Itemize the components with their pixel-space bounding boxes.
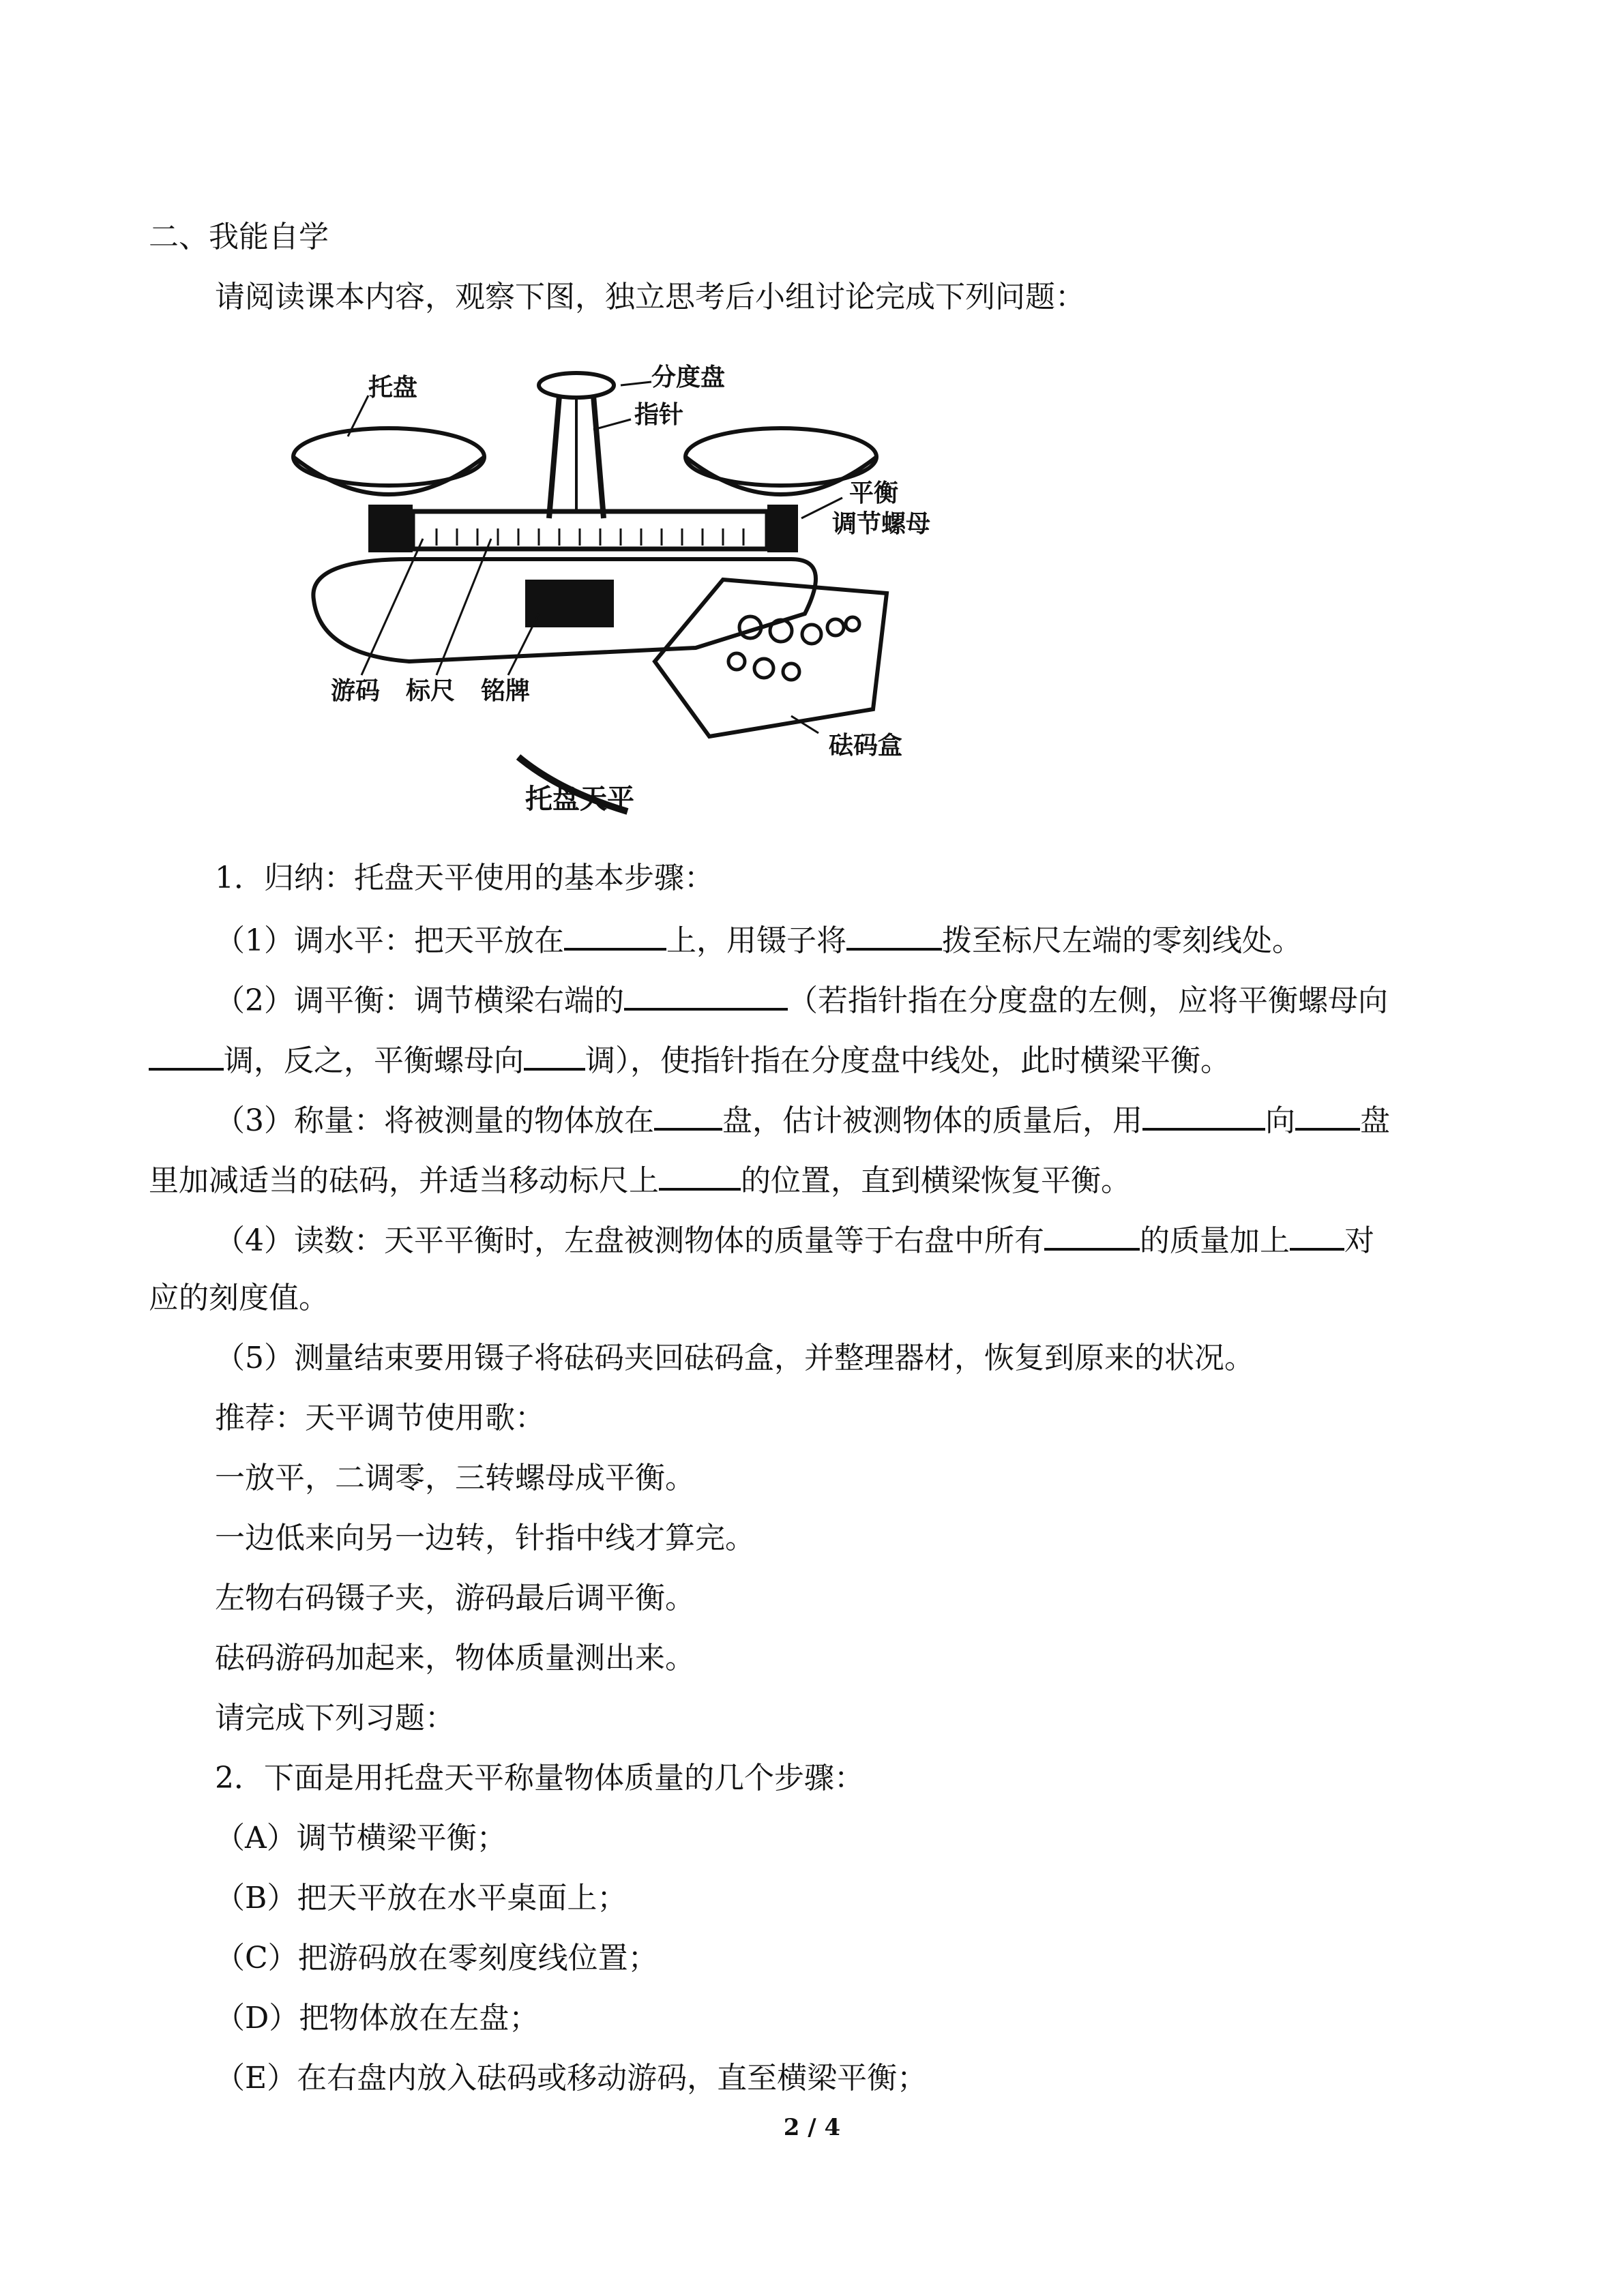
q1-title: 1．归纳：托盘天平使用的基本步骤： xyxy=(215,861,714,895)
q2-step: （C）把游码放在零刻度线位置； xyxy=(215,1941,658,1976)
q2-title: 2．下面是用托盘天平称量物体质量的几个步骤： xyxy=(215,1761,864,1795)
exercise-prompt: 请完成下列习题： xyxy=(215,1701,455,1735)
q1-s4-text-a: （4）读数：天平平衡时，左盘被测物体的质量等于右盘中所有 xyxy=(215,1223,1044,1258)
blank[interactable] xyxy=(1044,1218,1140,1251)
section-heading: 二、我能自学 xyxy=(149,220,329,254)
q1-s3-text-c: 向 xyxy=(1265,1103,1295,1138)
q1-s3-text-f: 的位置，直到横梁恢复平衡。 xyxy=(741,1163,1131,1198)
q2-step: （A）调节横梁平衡； xyxy=(215,1821,507,1855)
balance-figure xyxy=(273,355,955,832)
q1-s3-text-b: 盘，估计被测物体的质量后，用 xyxy=(722,1103,1142,1138)
song-title: 推荐：天平调节使用歌： xyxy=(215,1401,545,1435)
q1-s1-text-b: 上，用镊子将 xyxy=(666,923,846,958)
q1-s1-text-c: 拨至标尺左端的零刻线处。 xyxy=(942,923,1302,958)
q1-step-3 xyxy=(215,1098,1390,1142)
q1-s2-text-b: （若指针指在分度盘的左侧，应将平衡螺母向 xyxy=(788,983,1388,1018)
q1-s2-text-c: 调，反之，平衡螺母向 xyxy=(224,1043,524,1078)
q1-step-4 xyxy=(215,1218,1374,1262)
q1-s4-text-c: 对 xyxy=(1344,1223,1374,1258)
label-scale: 标尺 xyxy=(406,677,456,705)
song-line: 一边低来向另一边转，针指中线才算完。 xyxy=(215,1521,755,1555)
blank[interactable] xyxy=(654,1098,722,1131)
nameplate xyxy=(525,580,614,627)
blank[interactable] xyxy=(624,978,788,1011)
beam-scale xyxy=(413,511,767,549)
page-number: 2 / 4 xyxy=(783,2114,841,2141)
label-nameplate: 铭牌 xyxy=(481,677,531,705)
q1-step-2-cont xyxy=(149,1038,1230,1082)
song-line: 左物右码镊子夹，游码最后调平衡。 xyxy=(215,1581,695,1615)
q1-s4-text-b: 的质量加上 xyxy=(1140,1223,1290,1258)
q2-step: （D）把物体放在左盘； xyxy=(215,2001,540,2036)
song-line: 砝码游码加起来，物体质量测出来。 xyxy=(215,1641,695,1675)
label-balance-nut-1: 平衡 xyxy=(849,479,899,507)
section-intro: 请阅读课本内容，观察下图，独立思考后小组讨论完成下列问题： xyxy=(215,280,1085,314)
q1-step-1 xyxy=(215,918,1302,961)
blank[interactable] xyxy=(1290,1218,1344,1251)
label-tray: 托盘 xyxy=(368,374,418,402)
song-line: 一放平，二调零，三转螺母成平衡。 xyxy=(215,1461,695,1495)
left-balance-nut xyxy=(368,505,413,552)
figure-caption: 托盘天平 xyxy=(525,784,634,815)
blank[interactable] xyxy=(659,1158,741,1191)
q1-step-5: （5）测量结束要用镊子将砝码夹回砝码盒，并整理器材，恢复到原来的状况。 xyxy=(215,1341,1254,1375)
q1-s2-text-d: 调），使指针指在分度盘中线处，此时横梁平衡。 xyxy=(585,1043,1230,1078)
blank[interactable] xyxy=(1142,1098,1265,1131)
blank[interactable] xyxy=(564,918,666,951)
q1-step-2 xyxy=(215,978,1388,1022)
q1-s3-text-a: （3）称量：将被测量的物体放在 xyxy=(215,1103,654,1138)
q1-s3-text-d: 盘 xyxy=(1360,1103,1390,1138)
q2-step: （B）把天平放在水平桌面上； xyxy=(215,1881,628,1915)
dial xyxy=(539,373,614,398)
label-dial: 分度盘 xyxy=(651,363,726,391)
weight-box xyxy=(655,580,887,736)
q1-step-4-cont: 应的刻度值。 xyxy=(149,1281,329,1315)
blank[interactable] xyxy=(524,1038,585,1071)
label-balance-nut-2: 调节螺母 xyxy=(832,510,931,538)
label-weight-box: 砝码盒 xyxy=(829,732,903,760)
q1-s1-text-a: （1）调水平：把天平放在 xyxy=(215,923,564,958)
q1-step-3-cont xyxy=(149,1158,1131,1202)
blank[interactable] xyxy=(846,918,942,951)
label-pointer: 指针 xyxy=(634,401,684,429)
q1-s2-text-a: （2）调平衡：调节横梁右端的 xyxy=(215,983,624,1018)
q2-step: （E）在右盘内放入砝码或移动游码，直至横梁平衡； xyxy=(215,2061,928,2096)
right-balance-nut xyxy=(767,505,798,552)
label-rider: 游码 xyxy=(331,677,381,705)
blank[interactable] xyxy=(1295,1098,1360,1131)
blank[interactable] xyxy=(149,1038,224,1071)
q1-s3-text-e: 里加减适当的砝码，并适当移动标尺上 xyxy=(149,1163,659,1198)
